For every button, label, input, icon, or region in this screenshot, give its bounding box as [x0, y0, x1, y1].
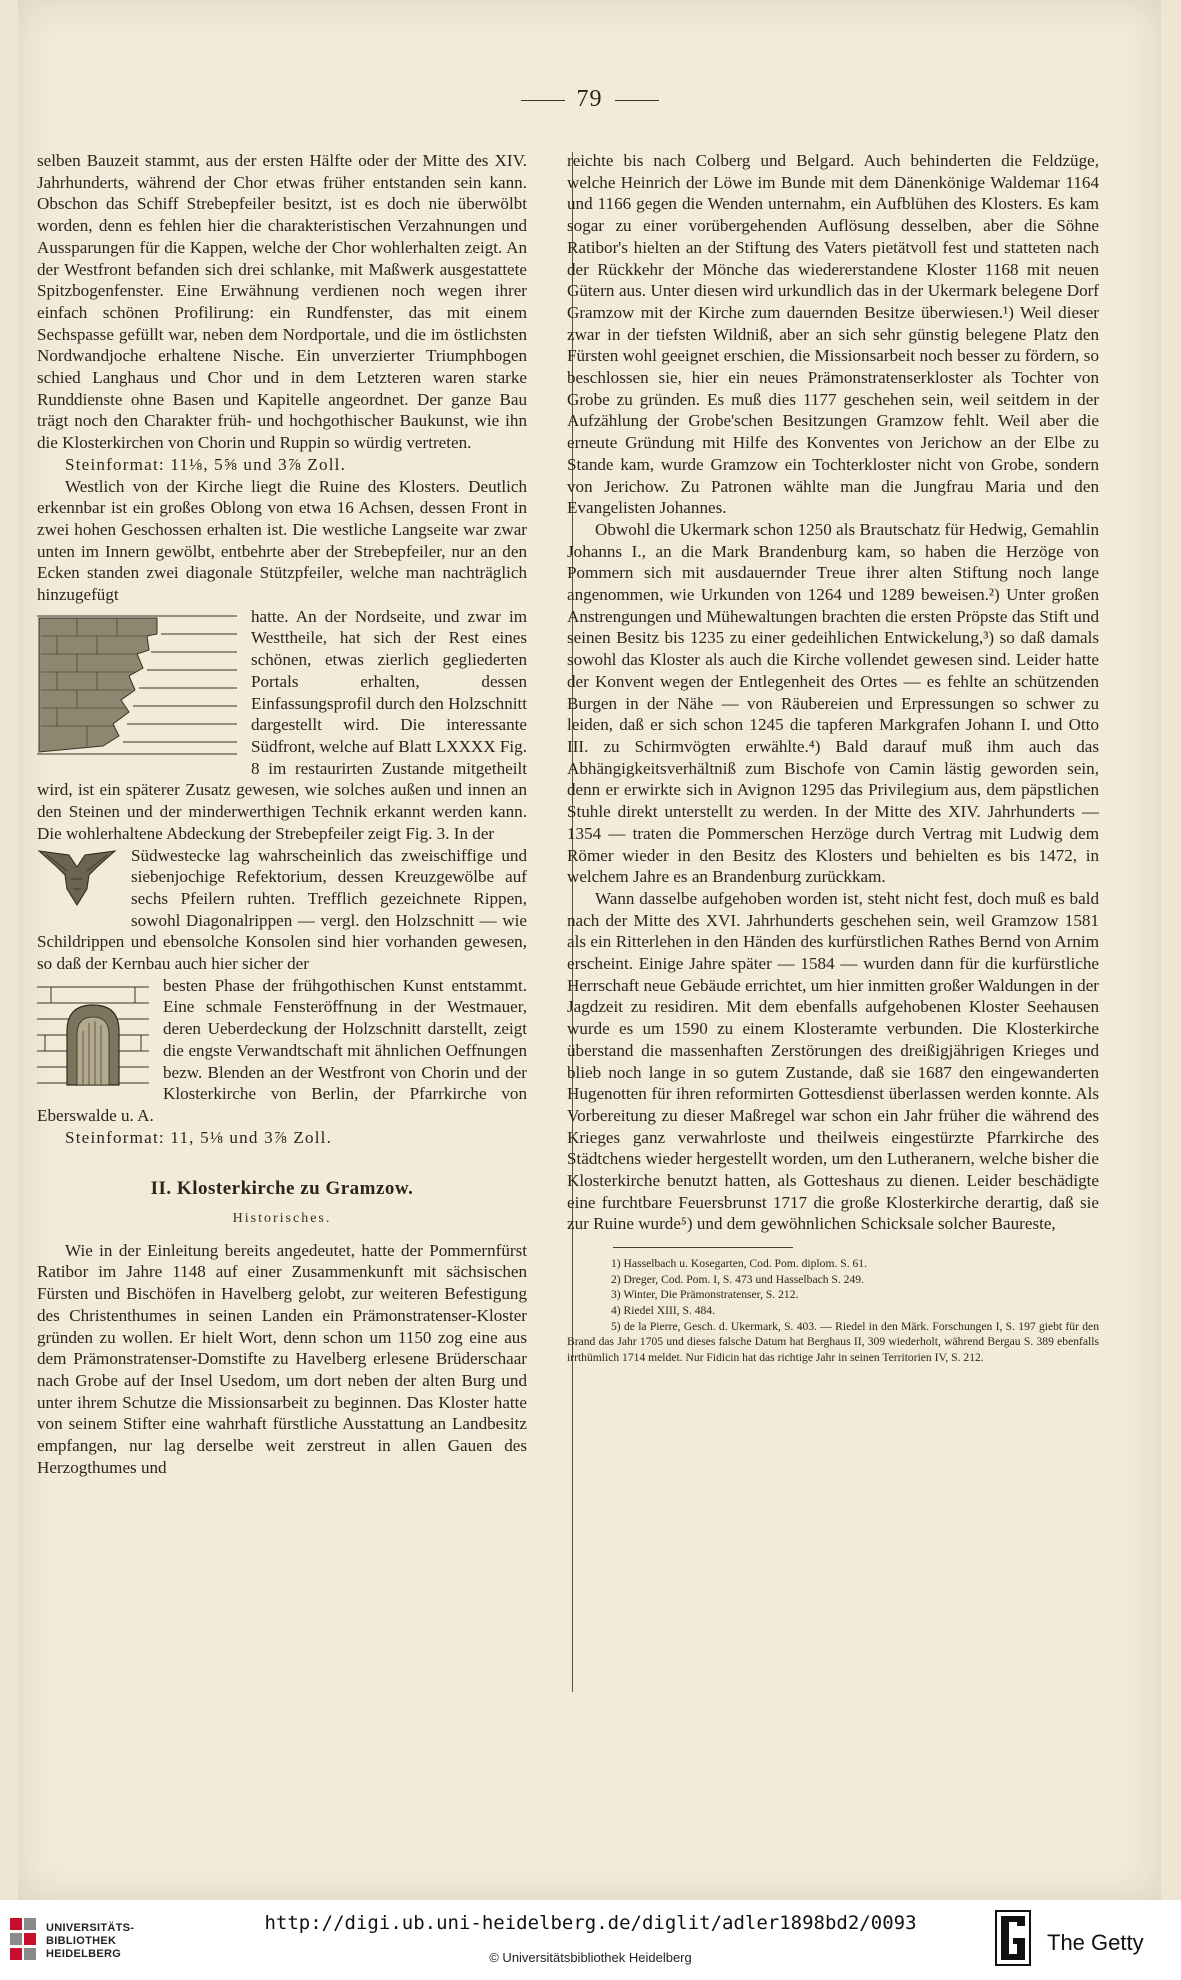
portal-profile-woodcut — [37, 606, 237, 766]
library-name-line: UNIVERSITÄTS- — [46, 1922, 135, 1934]
partner-name: The Getty — [1047, 1930, 1144, 1955]
library-name-line: HEIDELBERG — [46, 1948, 122, 1960]
paragraph: Westlich von der Kirche liegt die Ruine des Klosters. Deutlich erkennbar ist ein großes Oblong von etwa 16 Achsen, dessen Front in zwei hohen Geschossen erhalten ist. Die westliche Langseite war zwar unten im Innern gewölbt, entbehrte aber der Strebepfeiler, nur an den Ecken standen zwei diagonale Stützpfeiler, welche man nachträglich hinzugefügt — [37, 476, 527, 605]
permalink-link[interactable]: http://digi.ub.uni-heidelberg.de/diglit/adler1898bd2/0093 — [264, 1912, 917, 1934]
paragraph: hatte. An der Nordseite, und zwar im Westtheile, hat sich der Rest eines schönen, etwas zierlich gegliederten Portals erhalten, dessen Einfassungsprofil durch den Holzschnitt dargestellt wird. Die interessante Südfront, welche auf Blatt LXXXX Fig. 8 im restaurirten Zustande mitgetheilt wird, ist ein späterer Zusatz gewesen, wie solches außen und innen an den Steinen und der minderwerthigen Technik erkannt werden kann. Die wohlerhaltene Abdeckung der Strebepfeiler zeigt Fig. 3. In der — [37, 606, 527, 843]
paragraph: Obwohl die Ukermark schon 1250 als Brautschatz für Hedwig, Gemahlin Johanns I., an die Mark Brandenburg kam, so haben die Herzöge von Pommern sich mit ausdauernder Treue ihrer alten Stiftung noch lange angenommen, wie Urkunden von 1264 und 1289 beweisen.²) Unter großen Anstrengungen und Mühewaltungen brachten die ersten Pröpste das Stift und seinen Besitz bis 1235 zu einer gedeihlichen Entwickelung,³) so daß damals sowohl das Kloster als auch die Kirche vollendet gewesen sind. Leider hatte der Konvent wegen der Entlegenheit des Ortes — es fehlte an schützenden Burgen in der Nähe — von Räubereien und Erpressungen so schwer zu leiden, daß er sich schon 1245 die tapferen Markgrafen Johann I. und Otto III. zu Schirmvögten erwählte.⁴) Bald darauf muß ihm auch das Abhängigkeitsverhältniß zum Bischofe von Camin lästig geworden sein, denn er erwirkte sich in Avignon 1295 das Privilegium aus, dem päpstlichen Stuhle direkt unterstellt zu werden. In der Mitte des XIV. Jahrhunderts — 1354 — traten die Pommerschen Herzöge durch Vertrag mit Ludwig dem Römer wieder in den Besitz des Klosters und behielten es bis 1472, in welchem Jahre es an Brandenburg zurückkam. — [567, 519, 1099, 887]
section-subheading: Historisches. — [232, 1211, 332, 1227]
page-number — [18, 86, 1161, 113]
footnote: 2) Dreger, Cod. Pom. I, S. 473 und Hasselbach S. 249. — [611, 1272, 864, 1286]
footnote: 4) Riedel XIII, S. 484. — [611, 1303, 716, 1317]
paragraph: Wie in der Einleitung bereits angedeutet, hatte der Pommernfürst Ratibor im Jahre 1148 auf einer Zusammenkunft mit sächsischen Fürsten und Bischöfen in Havelberg gelobt, zur weiteren Befestigung des Christenthumes in seinen Landen ein Prämonstratenser-Kloster gründen zu wollen. Er hielt Wort, denn schon um 1150 zog eine aus dem Prämonstratenser-Domstifte zu Havelberg erlesene Brüderschaar nach Grobe auf der Insel Usedom, um dort neben der alten Burg und unter ihrem Schutze die Missionsarbeit zu beginnen. Das Kloster hatte von seinem Stifter eine wahrhaft fürstliche Ausstattung an Landbesitz empfangen, nur lag derselbe weit zerstreut in allen Gauen des Herzogthumes und — [37, 1240, 527, 1477]
document-page — [18, 0, 1161, 1900]
footer-bar — [0, 1900, 1181, 1980]
stone-format: Steinformat: 11⅛, 5⅝ und 3⅞ Zoll. — [65, 454, 347, 474]
diagonal-rib-woodcut — [37, 845, 117, 915]
page-number-rule-left — [521, 100, 565, 101]
section-heading: II. Klosterkirche zu Gramzow. — [150, 1178, 414, 1200]
paragraph: besten Phase der frühgothischen Kunst entstammt. Eine schmale Fensteröffnung in der Westmauer, deren Ueberdeckung der Holzschnitt darstellt, zeigt die engste Verwandtschaft mit ähnlichen Oeffnungen bezw. Blenden an der Westfront von Chorin und der Klosterkirche von Berlin, der Pfarrkirche von Eberswalde u. A. — [37, 975, 527, 1125]
getty-logo-icon — [995, 1910, 1031, 1966]
footnote: 1) Hasselbach u. Kosegarten, Cod. Pom. diplom. S. 61. — [611, 1257, 868, 1271]
paragraph: Südwestecke lag wahrscheinlich das zweischiffige und siebenjochige Refektorium, dessen Kreuzgewölbe auf sechs Pfeilern ruhten. Trefflich gezeichnete Rippen, sowohl Diagonalrippen — vergl. den Holzschnitt — wie Schildrippen und ebensolche Konsolen sind hier vorhanden gewesen, so daß der Kernbau auch hier sicher der — [37, 845, 527, 974]
stone-format: Steinformat: 11, 5⅛ und 3⅞ Zoll. — [65, 1127, 333, 1147]
paragraph: selben Bauzeit stammt, aus der ersten Hälfte oder der Mitte des XIV. Jahrhunderts, während der Chor etwas früher entstanden sein kann. Obschon das Schiff Strebepfeiler besitzt, ist es doch nie überwölbt worden, denn es fehlen hier die charakteristischen Verzahnungen und Aussparungen für die Kappen, welche der Chor wohlerhalten zeigt. An der Westfront befanden sich drei schlanke, mit Maßwerk ausgestattete Spitzbogenfenster. Eine Erwähnung verdienen noch wegen ihrer einfach schönen Profilirung: ein Rundfenster, das mit einem Sechspasse gefüllt war, neben dem Nordportale, und die im östlichsten Nordwandjoche erhaltene Nische. Ein unverzierter Triumphbogen schied Langhaus und Chor und in dem Letzteren waren starke Runddienste ohne Basen und Kapitelle angeordnet. Der ganze Bau trägt noch den Charakter früh- und hochgothischer Baukunst, wie ihn die Klosterkirchen von Chorin und Ruppin so würdig vertreten. — [37, 151, 527, 453]
left-column — [37, 150, 527, 1478]
paragraph: reichte bis nach Colberg und Belgard. Auch behinderten die Feldzüge, welche Heinrich der Löwe im Bunde mit dem Dänenkönige Waldemar 1164 und 1166 gegen die Wenden unternahm, ein Aufblühen des Klosters. Es kam sogar zu einer vorübergehenden Auflösung desselben, aber die Söhne Ratibor's hielten an der Stiftung des Vaters pietätvoll fest und statteten nach der Rückkehr der Mönche das wiedererstandene Kloster 1168 mit neuen Gütern aus. Unter diesen wird urkundlich das in der Ukermark belegene Dorf Gramzow mit der Kirche zum dauernden Besitze überwiesen.¹) Weil dieser zwar in der tiefsten Wildniß, aber an sich sehr günstig belegene Platz den Fürsten wohl geeignet erschien, die Missionsarbeit noch besser zu fördern, so beschlossen sie, hier ein neues Prämonstratenserkloster als Tochter von Grobe zu gründen. Es muß dies 1177 geschehen sein, weil seitdem in der Aufzählung der Grobe'schen Besitzungen Gramzow fehlt. Weil aber die erneute Gründung mit Hilfe des Konventes von Jerichow an der Elbe zu Stande kam, wurde Gramzow ein Tochterkloster nicht von Grobe, sondern von Jerichow. Zu Patronen wählte man die Jungfrau Maria und den Evangelisten Johannes. — [567, 151, 1099, 518]
footnote: 5) de la Pierre, Gesch. d. Ukermark, S. 403. — Riedel in den Märk. Forschungen I, S. 197 giebt für den Brand das Jahr 1705 und dieses falsche Datum hat Berghaus II, 309 wiederholt, während Bergau S. 389 ebenfalls irrthümlich 1714 meldet. Nur Fidicin hat das richtige Jahr in seinen Territorien IV, S. 212. — [567, 1319, 1099, 1364]
footnotes — [567, 1256, 1099, 1365]
paragraph: Wann dasselbe aufgehoben worden ist, steht nicht fest, doch muß es bald nach der Mitte des XVI. Jahrhunderts geschehen sein, weil Gramzow 1581 als ein Ritterlehen in den Händen des kurfürstlichen Rathes Bernd von Arnim erscheint. Einige Jahre später — 1584 — wurden dann für die kurfürstliche Herrschaft neue Gebäude errichtet, um hier inmitten großer Waldungen in der Jagdzeit zu residiren. Mit dem ebenfalls aufgehobenen Kloster Seehausen wurde es um 1590 zu einem Klosteramte verbunden. Die Klosterkirche überstand die massenhaften Zerstörungen des dreißigjährigen Krieges und blieb noch lange in so gutem Zustande, daß sie 1687 den eingewanderten Hugenotten für ihren reformirten Gottesdienst überlassen werden konnte. Als Vorbereitung zu dieser Maßregel war schon ein Jahr früher die während des Krieges ganz verwahrloste und theilweis eingestürzte Pfarrkirche des Städtchens wieder hergestellt worden, um den Lutheranern, welche bisher die Klosterkirche benutzt hatten, als Gotteshaus zu dienen. Leider beschädigte eine furchtbare Feuersbrunst 1717 die große Klosterkirche derartig, daß sie zur Ruine wurde⁵) und dem gewöhnlichen Schicksale solcher Baureste, — [567, 888, 1099, 1234]
page-number-rule-right — [615, 100, 659, 101]
footnote-rule — [613, 1247, 793, 1248]
right-column — [567, 150, 1099, 1365]
copyright-notice: © Universitätsbibliothek Heidelberg — [489, 1950, 692, 1965]
library-name-line: BIBLIOTHEK — [46, 1935, 117, 1947]
window-opening-woodcut — [37, 981, 149, 1091]
footnote: 3) Winter, Die Prämonstratenser, S. 212. — [611, 1288, 799, 1302]
page-number-text: 79 — [576, 86, 603, 112]
